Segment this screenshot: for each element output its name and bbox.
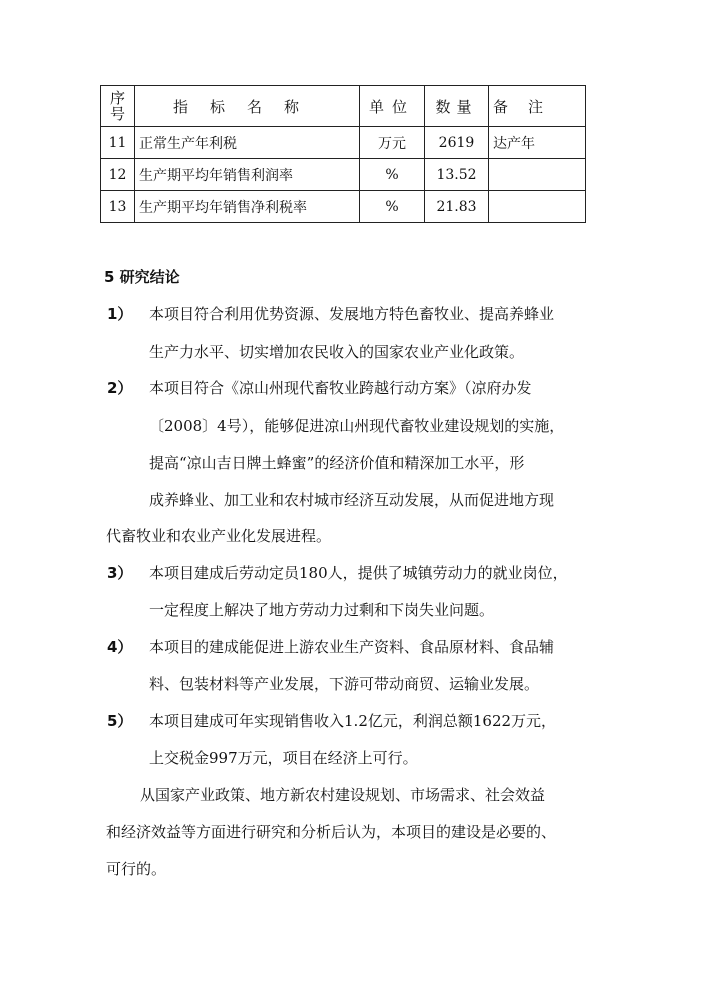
item-4-line-1: 本项目的建成能促进上游农业生产资料、食品原材料、食品辅 (149, 638, 555, 656)
item-4-number: 4） (107, 638, 133, 656)
header-no (101, 86, 135, 127)
item-3-number: 3） (107, 564, 133, 582)
indicator-table (100, 85, 586, 223)
row-no: 11 (101, 127, 135, 159)
item-2-line-4: 成养蜂业、加工业和农村城市经济互动发展，从而促进地方现 (149, 491, 555, 509)
item-4-line-2: 料、包装材料等产业发展，下游可带动商贸、运输业发展。 (149, 675, 540, 693)
row-name: 生产期平均年销售利润率 (135, 159, 360, 191)
row-no: 12 (101, 159, 135, 191)
item-2-line-5: 代畜牧业和农业产业化发展进程。 (106, 527, 332, 545)
row-unit: 万元 (360, 127, 425, 159)
item-1-line-1: 本项目符合利用优势资源、发展地方特色畜牧业、提高养蜂业 (149, 305, 555, 323)
header-name: 指标名称 (135, 86, 360, 127)
header-note: 备注 (489, 86, 586, 127)
section-heading: 5 研究结论 (104, 268, 180, 286)
item-5-number: 5） (107, 712, 133, 730)
item-2-line-3: 提高“凉山吉日牌土蜂蜜”的经济价值和精深加工水平，形 (149, 454, 525, 472)
table-row (101, 127, 586, 159)
item-2-line-2: 〔2008〕4号），能够促进凉山州现代畜牧业建设规划的实施， (149, 417, 565, 435)
table-header-row (101, 86, 586, 127)
row-name: 生产期平均年销售净利税率 (135, 191, 360, 223)
item-3-line-2: 一定程度上解决了地方劳动力过剩和下岗失业问题。 (149, 601, 495, 619)
header-qty: 数量 (425, 86, 489, 127)
row-unit: % (360, 191, 425, 223)
item-5-line-1: 本项目建成可年实现销售收入1.2亿元，利润总额1622万元， (149, 712, 557, 730)
header-no-line1: 序 (109, 89, 125, 107)
row-note: 达产年 (489, 127, 586, 159)
table-row (101, 191, 586, 223)
row-qty: 13.52 (425, 159, 489, 191)
row-name: 正常生产年利税 (135, 127, 360, 159)
item-2-line-1: 本项目符合《凉山州现代畜牧业跨越行动方案》（凉府办发 (149, 379, 532, 397)
item-2-number: 2） (107, 379, 133, 397)
conclusion-line-2: 和经济效益等方面进行研究和分析后认为，本项目的建设是必要的、 (106, 823, 557, 841)
row-no: 13 (101, 191, 135, 223)
row-note (489, 159, 586, 191)
item-3-line-1: 本项目建成后劳动定员180人，提供了城镇劳动力的就业岗位， (149, 564, 568, 582)
row-unit: % (360, 159, 425, 191)
header-no-line2: 号 (109, 105, 125, 123)
row-note (489, 191, 586, 223)
conclusion-line-1: 从国家产业政策、地方新农村建设规划、市场需求、社会效益 (140, 786, 546, 804)
conclusion-line-3: 可行的。 (106, 860, 167, 878)
row-qty: 2619 (425, 127, 489, 159)
item-1-number: 1） (107, 305, 133, 323)
row-qty: 21.83 (425, 191, 489, 223)
table-row (101, 159, 586, 191)
header-unit: 单位 (360, 86, 425, 127)
item-5-line-2: 上交税金997万元，项目在经济上可行。 (149, 749, 418, 767)
item-1-line-2: 生产力水平、切实增加农民收入的国家农业产业化政策。 (149, 343, 525, 361)
